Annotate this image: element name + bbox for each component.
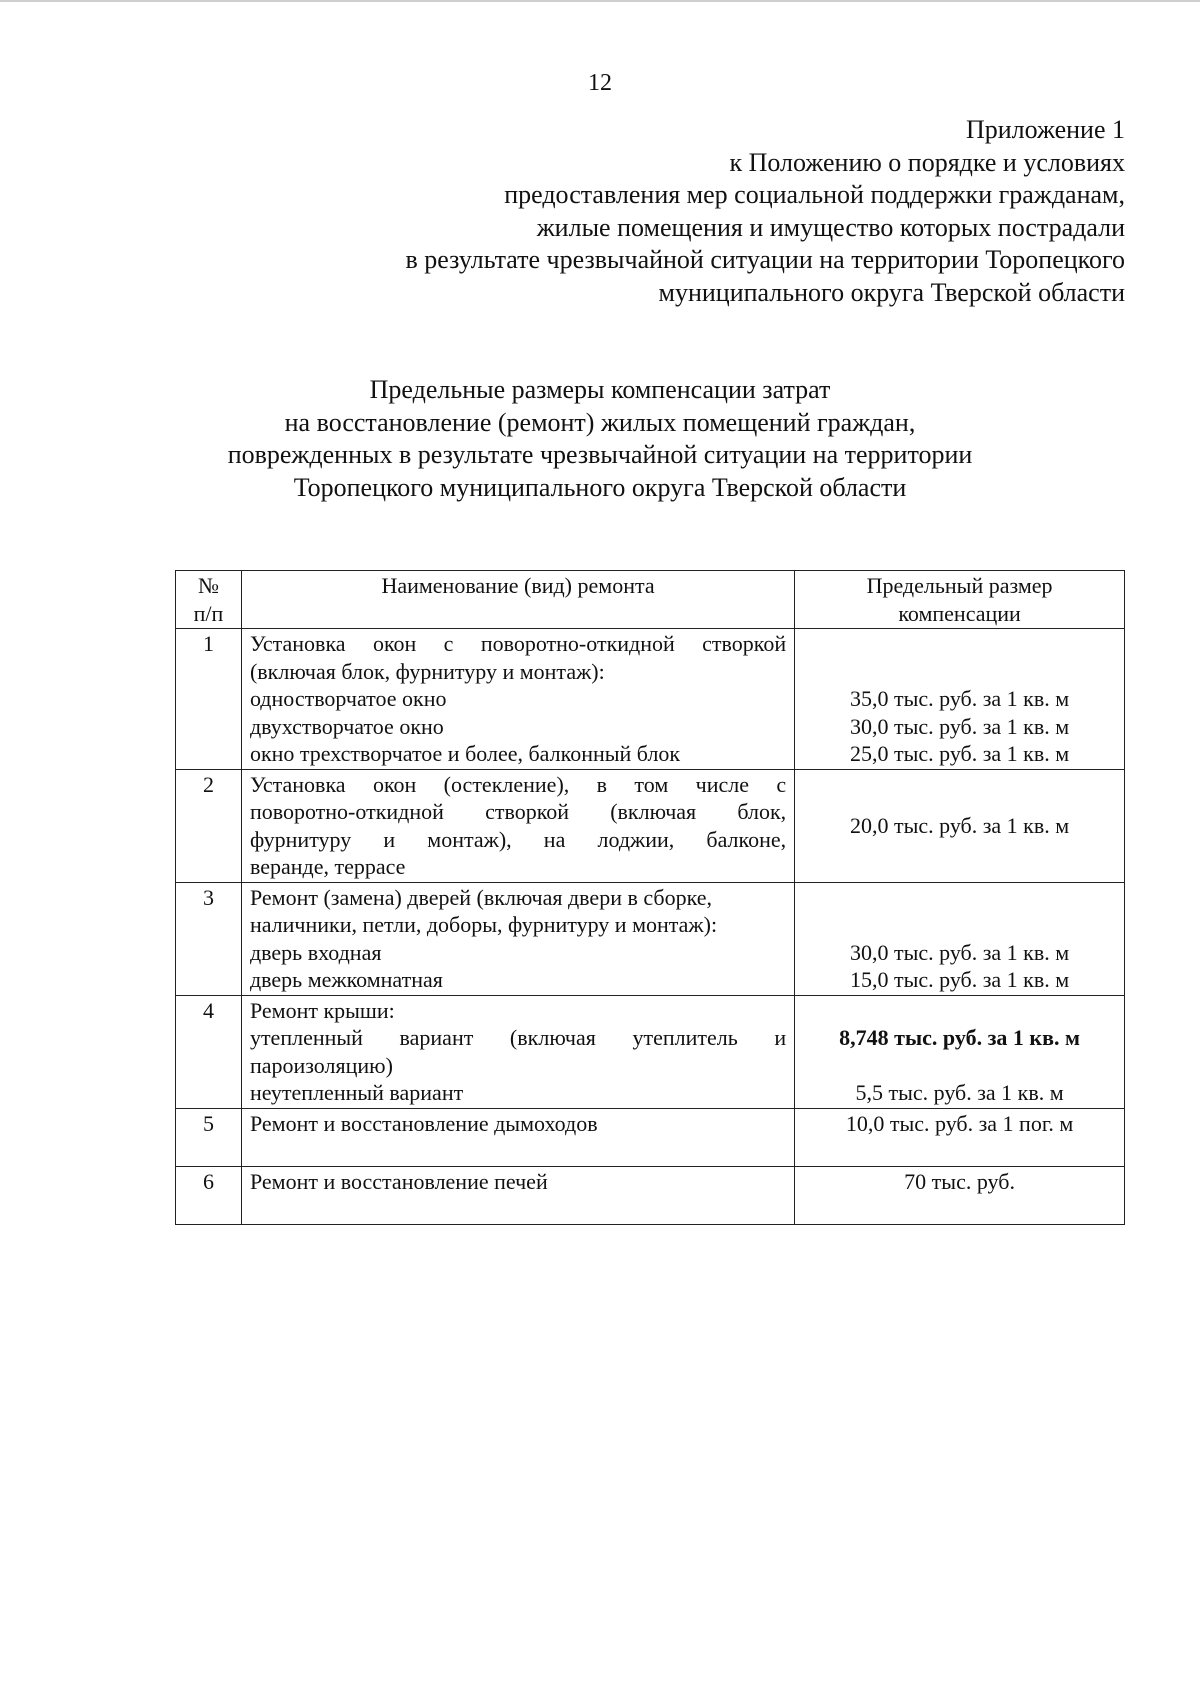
table-row bbox=[176, 1108, 1125, 1166]
repair-name-cell bbox=[241, 882, 794, 995]
header-repair-name: Наименование (вид) ремонта bbox=[241, 571, 794, 629]
repair-name-line: утепленный вариант (включая утеплитель и bbox=[249, 1025, 787, 1050]
compensation-cell bbox=[795, 1166, 1125, 1224]
repair-name-line: окно трехстворчатое и более, балконный блок bbox=[249, 741, 681, 766]
table-row bbox=[176, 629, 1125, 770]
compensation-value: 25,0 тыс. руб. за 1 кв. м bbox=[849, 741, 1070, 766]
title-line: поврежденных в результате чрезвычайной ситуации на территории bbox=[227, 440, 973, 469]
compensation-value: 10,0 тыс. руб. за 1 пог. м bbox=[845, 1110, 1074, 1136]
repair-name-line: Ремонт крыши: bbox=[249, 997, 395, 1023]
header-number-line: п/п bbox=[193, 600, 224, 626]
compensation-cell bbox=[795, 769, 1125, 882]
document-title bbox=[0, 374, 1200, 504]
repair-name-line: пароизоляцию) bbox=[249, 1052, 393, 1078]
repair-name-cell bbox=[241, 1108, 794, 1166]
title-line: Торопецкого муниципального округа Тверской области bbox=[293, 472, 907, 502]
annex-line: муниципального округа Тверской области bbox=[658, 277, 1125, 307]
repair-name-line: веранде, террасе bbox=[249, 854, 406, 879]
title-line: на восстановление (ремонт) жилых помещений граждан, bbox=[284, 407, 916, 437]
repair-name-line: Ремонт и восстановление дымоходов bbox=[249, 1110, 598, 1136]
repair-name-cell bbox=[241, 769, 794, 882]
compensation-value: 35,0 тыс. руб. за 1 кв. м bbox=[849, 686, 1070, 711]
table-row bbox=[176, 882, 1125, 995]
compensation-cell bbox=[795, 629, 1125, 770]
annex-heading bbox=[406, 114, 1125, 309]
repair-name-line: дверь межкомнатная bbox=[249, 967, 443, 992]
compensation-value: 5,5 тыс. руб. за 1 кв. м bbox=[855, 1080, 1064, 1105]
row-number: 3 bbox=[176, 882, 242, 995]
compensation-value: 20,0 тыс. руб. за 1 кв. м bbox=[849, 812, 1070, 838]
table-row bbox=[176, 769, 1125, 882]
header-number-line: № bbox=[197, 573, 219, 598]
table-row bbox=[176, 995, 1125, 1108]
header-number bbox=[176, 571, 242, 629]
repair-name-line: двухстворчатое окно bbox=[249, 713, 444, 739]
annex-line: предоставления мер социальной поддержки гражданам, bbox=[504, 180, 1125, 209]
compensation-value: 30,0 тыс. руб. за 1 кв. м bbox=[849, 939, 1070, 965]
repair-name-line: дверь входная bbox=[249, 939, 382, 965]
page-top-edge bbox=[0, 0, 1200, 2]
repair-name-line: одностворчатое окно bbox=[249, 686, 447, 711]
title-line: Предельные размеры компенсации затрат bbox=[369, 375, 831, 404]
compensation-value: 30,0 тыс. руб. за 1 кв. м bbox=[849, 713, 1070, 739]
compensation-value: 8,748 тыс. руб. за 1 кв. м bbox=[839, 1025, 1080, 1050]
repair-name-line: (включая блок, фурнитуру и монтаж): bbox=[249, 658, 605, 684]
repair-name-line: неутепленный вариант bbox=[249, 1080, 464, 1105]
repair-name-line: Установка окон с поворотно-откидной створкой bbox=[249, 631, 787, 656]
row-number: 5 bbox=[176, 1108, 242, 1166]
row-number: 1 bbox=[176, 629, 242, 770]
repair-name-line: фурнитуру и монтаж), на лоджии, балконе, bbox=[249, 826, 787, 852]
repair-name-line: наличники, петли, доборы, фурнитуру и монтаж): bbox=[249, 912, 718, 937]
repair-name-line: поворотно-откидной створкой (включая блок, bbox=[249, 799, 787, 824]
repair-name-line: Ремонт (замена) дверей (включая двери в сборке, bbox=[249, 884, 712, 910]
repair-name-cell bbox=[241, 629, 794, 770]
repair-name-line: Ремонт и восстановление печей bbox=[249, 1168, 548, 1194]
table-header-row bbox=[176, 571, 1125, 629]
annex-line: к Положению о порядке и условиях bbox=[729, 147, 1125, 177]
compensation-cell bbox=[795, 1108, 1125, 1166]
repair-name-line: Установка окон (остекление), в том числе с bbox=[249, 771, 787, 797]
annex-line: Приложение 1 bbox=[965, 115, 1125, 144]
row-number: 2 bbox=[176, 769, 242, 882]
header-compensation-line: Предельный размер bbox=[866, 573, 1053, 598]
page-number: 12 bbox=[588, 70, 612, 96]
compensation-table bbox=[175, 570, 1125, 1225]
repair-name-cell bbox=[241, 1166, 794, 1224]
table-row bbox=[176, 1166, 1125, 1224]
row-number: 4 bbox=[176, 995, 242, 1108]
compensation-value: 15,0 тыс. руб. за 1 кв. м bbox=[849, 967, 1070, 992]
annex-line: жилые помещения и имущество которых пострадали bbox=[536, 212, 1125, 242]
compensation-cell bbox=[795, 882, 1125, 995]
compensation-cell bbox=[795, 995, 1125, 1108]
header-compensation-line: компенсации bbox=[898, 600, 1021, 626]
repair-name-cell bbox=[241, 995, 794, 1108]
header-compensation bbox=[795, 571, 1125, 629]
row-number: 6 bbox=[176, 1166, 242, 1224]
annex-line: в результате чрезвычайной ситуации на территории Торопецкого bbox=[405, 245, 1125, 274]
compensation-value: 70 тыс. руб. bbox=[904, 1168, 1015, 1194]
